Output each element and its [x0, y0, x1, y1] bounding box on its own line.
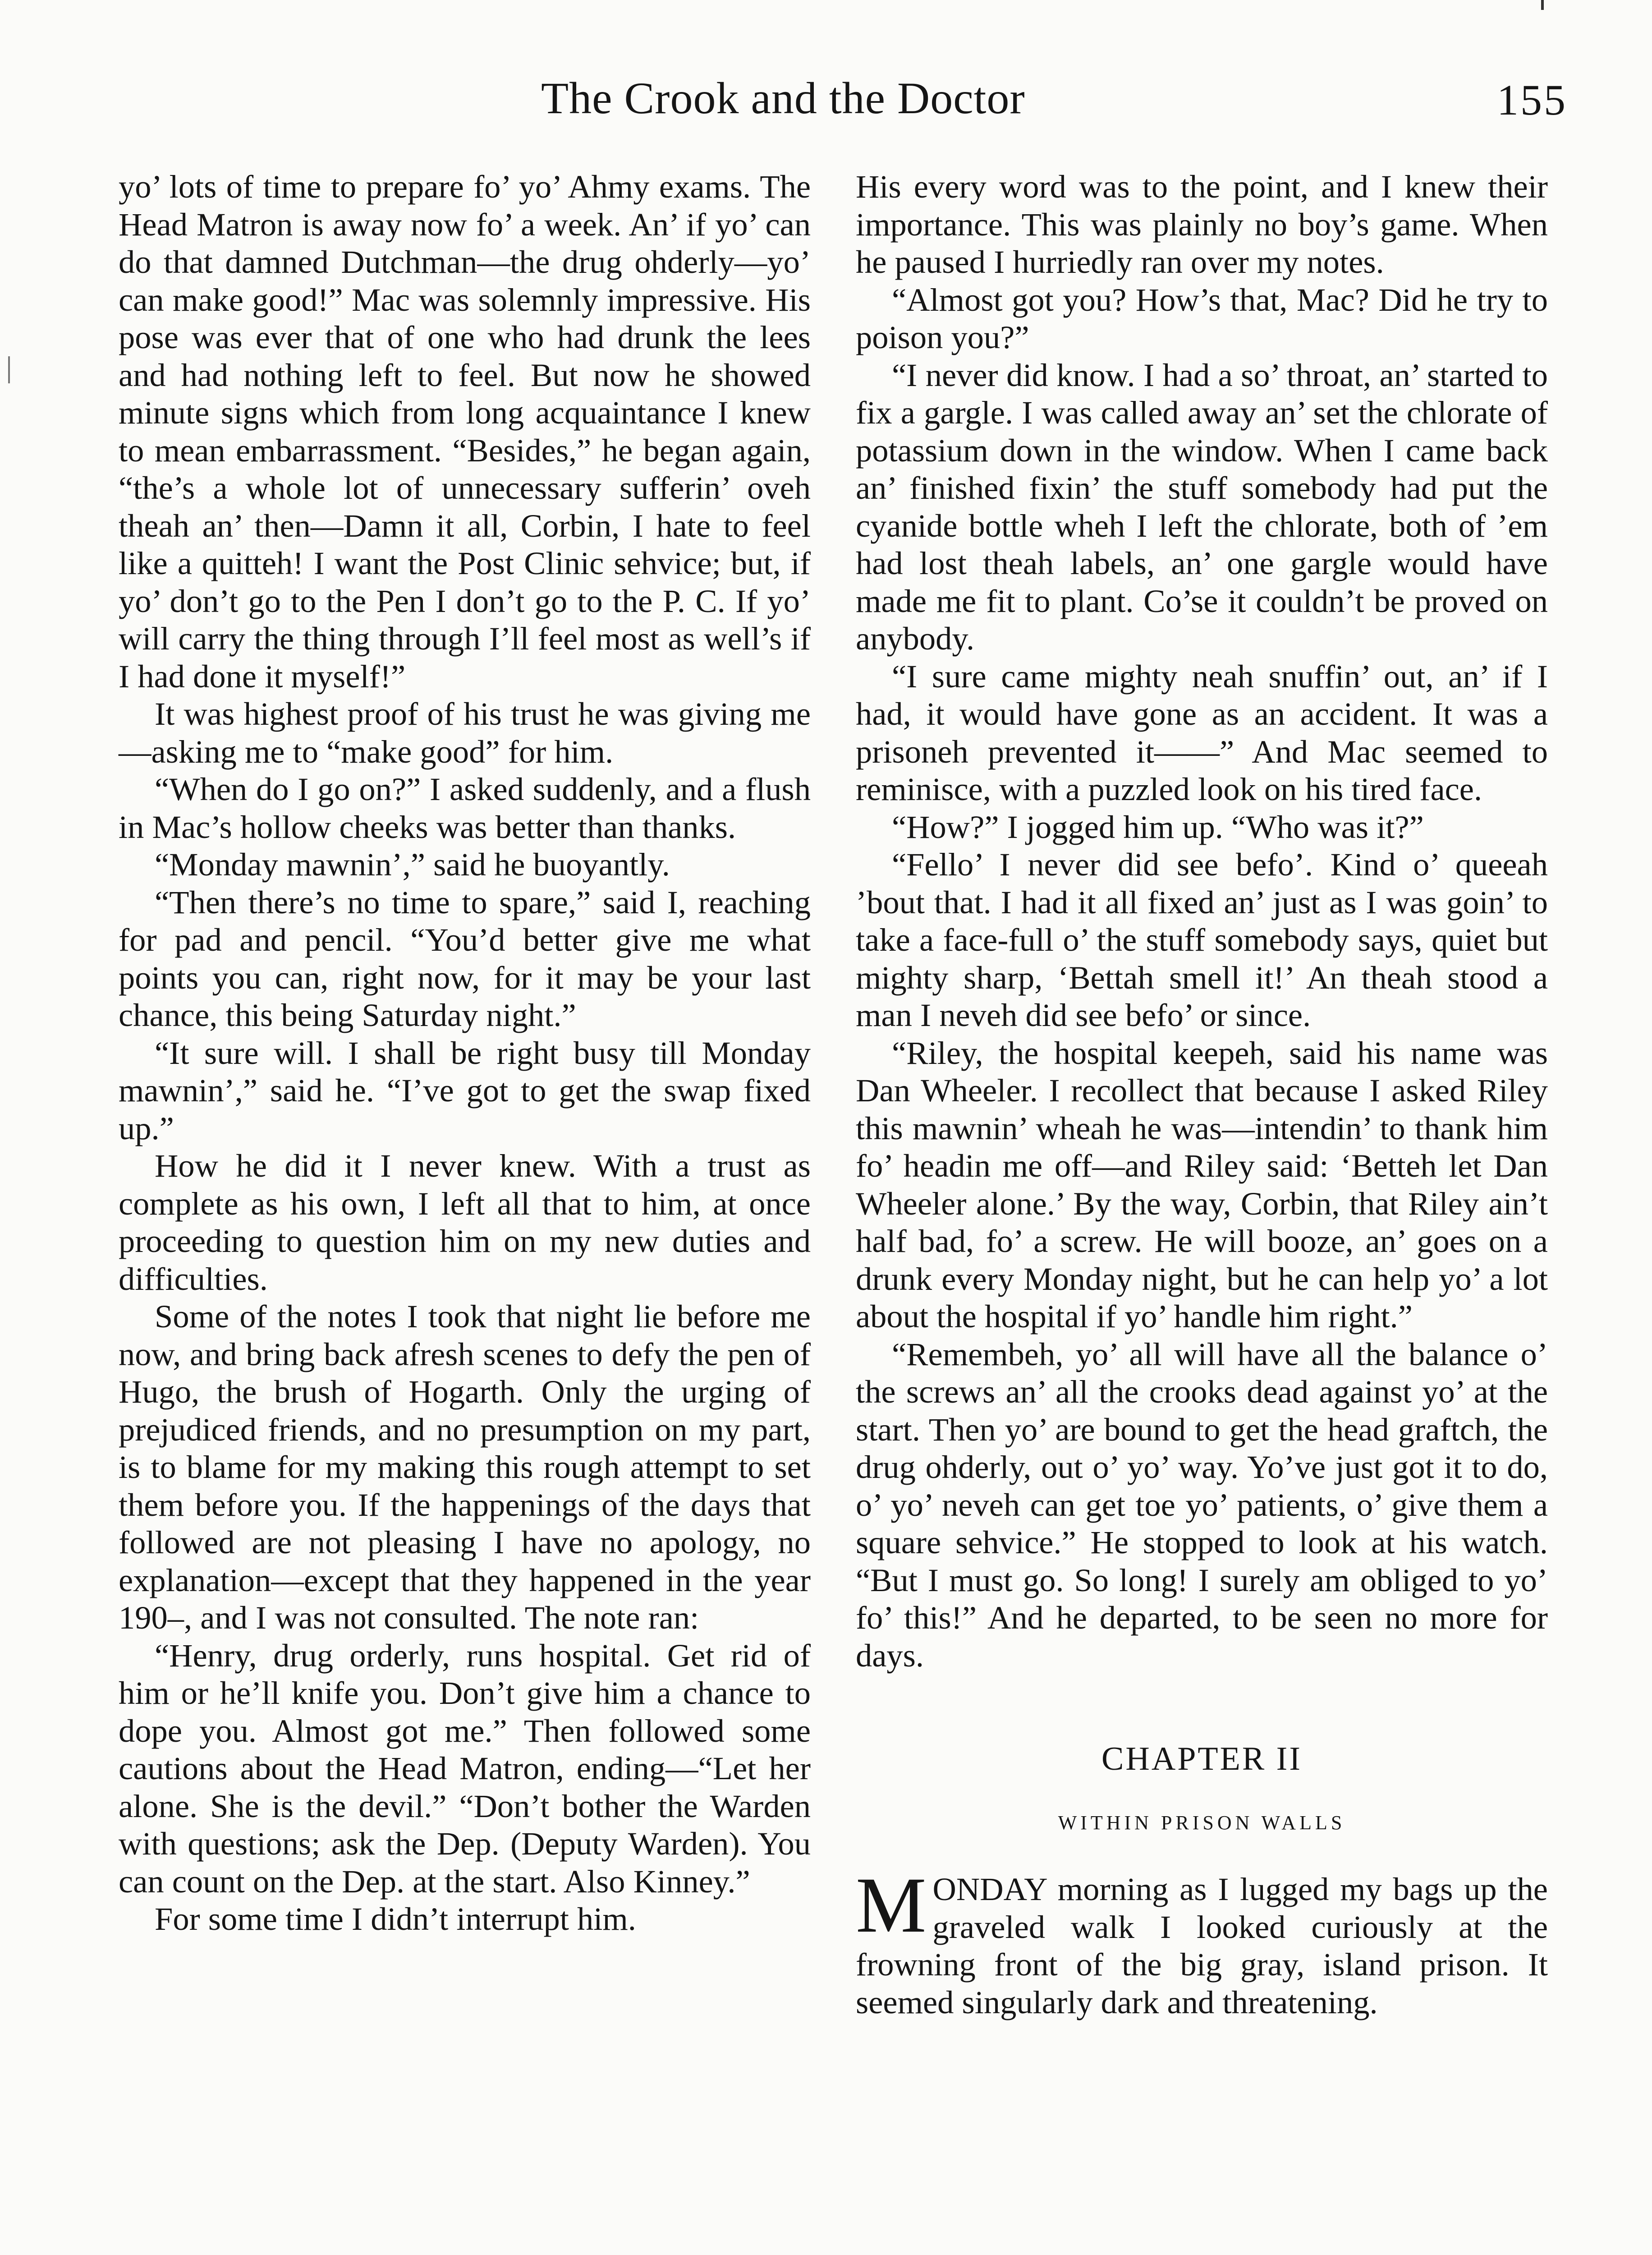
running-header	[0, 72, 1652, 131]
paragraph: “Riley, the hospital keepeh, said his name was Dan Wheeler. I recollect that because I asked Riley this mawnin’ wheah he was—intendin’ to thank him fo’ headin me off—and Riley said: ‘Betteh let Dan Wheeler alone.’ By the way, Corbin, that Riley ain’t half bad, fo’ a screw. He will booze, an’ goes on a drunk every Monday night, but he can help yo’ a lot about the hospital if yo’ handle him right.”	[856, 1034, 1548, 1335]
paragraph: “Fello’ I never did see befo’. Kind o’ queeah ’bout that. I had it all fixed an’ just as I was goin’ to take a face-full o’ the stuff somebody says, quiet but mighty sharp, ‘Bettah smell it!’ An theah stood a man I neveh did see befo’ or since.	[856, 846, 1548, 1033]
paragraph: “Almost got you? How’s that, Mac? Did he try to poison you?”	[856, 281, 1548, 355]
paragraph: How he did it I never knew. With a trust as complete as his own, I left all that to him, at once proceeding to question him on my new duties and difficulties.	[119, 1147, 811, 1297]
paragraph: Some of the notes I took that night lie before me now, and bring back afresh scenes to defy the pen of Hugo, the brush of Hogarth. Only the urging of prejudiced friends, and no presumption on my part, is to blame for my making this rough attempt to set them before you. If the happenings of the days that followed are not pleasing I have no apology, no explanation—except that they happened in the year 190–, and I was not consulted. The note ran:	[119, 1298, 811, 1636]
paragraph: “I sure came mighty neah snuffin’ out, an’ if I had, it would have gone as an accident. It was a prisoneh prevented it——” And Mac seemed to reminisce, with a puzzled look on his tired face.	[856, 658, 1548, 807]
paragraph: yo’ lots of time to prepare fo’ yo’ Ahmy exams. The Head Matron is away now fo’ a week. An’ if yo’ can do that damned Dutchman—the drug ohderly—yo’ can make good!” Mac was solemnly impressive. His pose was ever that of one who had drunk the lees and had nothing left to feel. But now he showed minute signs which from long acquaintance I knew to mean embarrassment. “Besides,” he began again, “the’s a whole lot of unnecessary sufferin’ oveh theah an’ then—Damn it all, Corbin, I hate to feel like a quitteh! I want the Post Clinic sehvice; but, if yo’ don’t go to the Pen I don’t go to the P. C. If yo’ will carry the thing through I’ll feel most as well’s if I had done it myself!”	[119, 168, 811, 695]
paragraph: “Monday mawnin’,” said he buoyantly.	[155, 846, 670, 883]
drop-cap: M	[856, 1861, 927, 1949]
paragraph: “It sure will. I shall be right busy till Monday mawnin’,” said he. “I’ve got to get the swap fixed up.”	[119, 1034, 811, 1146]
page-number: 155	[1497, 76, 1567, 124]
chapter-opening-paragraph	[856, 1861, 1548, 2021]
chapter-opening-text: ONDAY morning as I lugged my bags up the graveled walk I looked curiously at the frowning front of the big gray, island prison. It seemed singularly dark and threatening.	[856, 1871, 1548, 2020]
paragraph: His every word was to the point, and I knew their importance. This was plainly no boy’s game. When he paused I hurriedly ran over my notes.	[856, 168, 1548, 280]
paragraph: “Henry, drug orderly, runs hospital. Get rid of him or he’ll knife you. Don’t give him a chance to dope you. Almost got me.” Then followed some cautions about the Head Matron, ending—“Let her alone. She is the devil.” “Don’t bother the Warden with questions; ask the Dep. (Deputy Warden). You can count on the Dep. at the start. Also Kinney.”	[119, 1637, 811, 1900]
running-title: The Crook and the Doctor	[541, 73, 1025, 123]
scan-margin-mark	[8, 356, 10, 383]
paragraph: “Remembeh, yo’ all will have all the balance o’ the screws an’ all the crooks dead against yo’ at the start. Then yo’ are bound to get the head graftch, the drug ohderly, out o’ yo’ way. Yo’ve just got it to do, o’ yo’ neveh can get toe yo’ patients, o’ give them a square sehvice.” He stopped to look at his watch. “But I must go. So long! I surely am obliged to yo’ fo’ this!” And he departed, to be seen no more for days.	[856, 1335, 1548, 1674]
paragraph: It was highest proof of his trust he was giving me—asking me to “make good” for him.	[119, 695, 811, 770]
paragraph: “Then there’s no time to spare,” said I, reaching for pad and pencil. “You’d better give me what points you can, right now, for it may be your last chance, this being Saturday night.”	[119, 884, 811, 1033]
paragraph: “When do I go on?” I asked suddenly, and a flush in Mac’s hollow cheeks was better than thanks.	[119, 771, 811, 845]
chapter-title: CHAPTER II	[1101, 1740, 1302, 1777]
scan-corner-mark	[1541, 0, 1544, 10]
chapter-subtitle: WITHIN PRISON WALLS	[1058, 1812, 1346, 1834]
left-column	[119, 168, 811, 1938]
right-column	[856, 168, 1548, 2021]
paragraph: “I never did know. I had a so’ throat, an’ started to fix a gargle. I was called away an’ set the chlorate of potassium down in the window. When I came back an’ finished fixin’ the stuff somebody had put the cyanide bottle wheh I left the chlorate, both of ’em had lost theah labels, an’ one gargle would have made me fit to plant. Co’se it couldn’t be proved on anybody.	[856, 356, 1548, 657]
paragraph: For some time I didn’t interrupt him.	[155, 1901, 636, 1937]
paragraph: “How?” I jogged him up. “Who was it?”	[892, 808, 1424, 845]
